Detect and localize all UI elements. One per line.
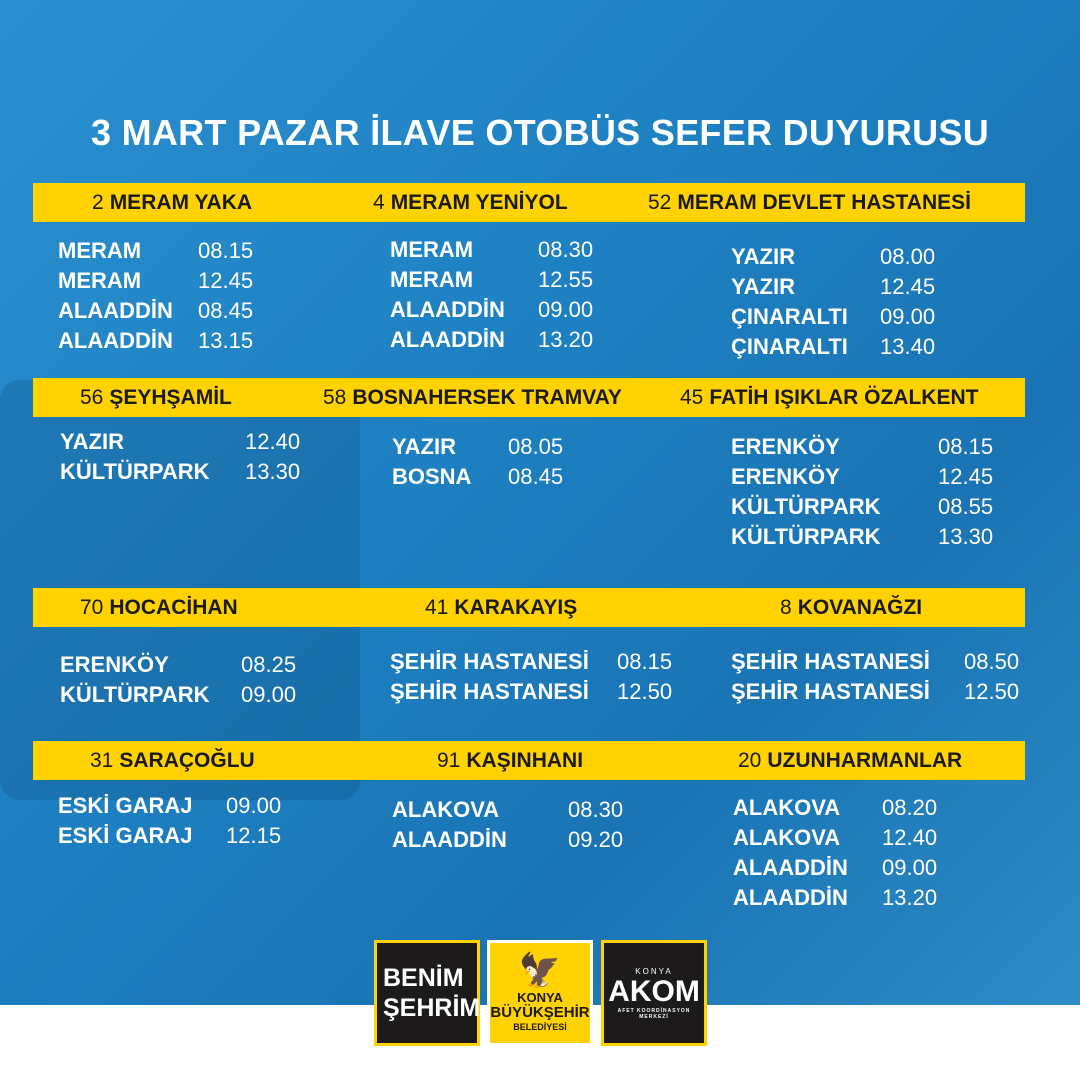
emblem-icon: 🦅 [518,952,562,990]
stop-name: KÜLTÜRPARK [60,682,210,707]
stop-name: ALAADDİN [733,855,848,880]
route-name: BOSNAHERSEK TRAMVAY [352,386,622,409]
stop-name: ESKİ GARAJ [58,823,193,848]
route-header [90,741,255,780]
logo-text: BELEDİYESİ [513,1022,567,1032]
route-header [92,183,252,222]
stop-name: YAZIR [731,274,795,299]
route-number: 20 [738,749,762,772]
route-number: 91 [437,749,461,772]
departure-time: 08.50 [964,649,1020,674]
stop-name: YAZIR [60,429,124,454]
departure-time: 12.45 [198,268,254,293]
route-name: KOVANAĞZI [797,596,923,619]
departure-time: 08.30 [568,797,624,822]
departure-time: 12.45 [880,274,936,299]
route-name: KAŞINHANI [466,749,584,772]
departure-time: 13.20 [538,327,594,352]
departure-time: 09.00 [880,304,936,329]
route-name: MERAM DEVLET HASTANESİ [677,191,971,214]
stop-name: ŞEHİR HASTANESİ [731,679,930,704]
stop-name: YAZIR [392,434,456,459]
stop-name: ALAADDİN [392,827,507,852]
departure-time: 09.00 [226,793,282,818]
departure-time: 12.15 [226,823,282,848]
stop-name: KÜLTÜRPARK [731,524,881,549]
departure-time: 08.15 [198,238,254,263]
benim-sehrim-logo [374,940,480,1046]
departure-time: 12.40 [245,429,301,454]
akom-logo [601,940,707,1046]
route-name: SARAÇOĞLU [119,749,255,772]
route-number: 4 [373,191,385,214]
departure-time: 09.00 [241,682,297,707]
departure-time: 13.20 [882,885,938,910]
page-title: 3 MART PAZAR İLAVE OTOBÜS SEFER DUYURUSU [90,112,990,153]
stop-name: ALAADDİN [58,298,173,323]
departure-time: 12.50 [964,679,1020,704]
route-header [80,588,238,627]
route-header-bar [33,741,1025,780]
stop-name: YAZIR [731,244,795,269]
route-number: 58 [323,386,347,409]
departure-time: 09.00 [538,297,594,322]
route-header-bar [33,378,1025,417]
route-header-bar [33,588,1025,627]
departure-time: 13.30 [938,524,994,549]
route-header [373,183,568,222]
departure-time: 09.00 [882,855,938,880]
departure-time: 08.45 [198,298,254,323]
departure-time: 12.55 [538,267,594,292]
logo-text: KONYA [517,990,563,1005]
stop-name: KÜLTÜRPARK [731,494,881,519]
route-header [780,588,922,627]
stop-name: KÜLTÜRPARK [60,459,210,484]
departure-time: 13.30 [245,459,301,484]
logo-text: AKOM [608,974,700,1008]
departure-time: 08.25 [241,652,297,677]
route-header [323,378,622,417]
stop-name: ERENKÖY [60,652,169,677]
route-name: MERAM YAKA [109,191,253,214]
route-name: HOCACİHAN [109,596,238,619]
departure-time: 08.15 [617,649,673,674]
departure-time: 09.20 [568,827,624,852]
departure-time: 12.50 [617,679,673,704]
departure-time: 08.55 [938,494,994,519]
stop-name: ALAKOVA [733,825,841,850]
departure-time: 12.40 [882,825,938,850]
stop-name: ERENKÖY [731,464,840,489]
departure-time: 13.15 [198,328,254,353]
stop-name: ÇINARALTI [731,304,848,329]
route-header-bar [33,183,1025,222]
stop-name: ÇINARALTI [731,334,848,359]
logo-text: ŞEHRİM [383,994,481,1022]
konya-buyuksehir-logo [487,940,593,1046]
route-name: KARAKAYIŞ [454,596,578,619]
departure-time: 08.45 [508,464,564,489]
stop-name: MERAM [58,268,142,293]
stop-name: ALAKOVA [733,795,841,820]
route-number: 8 [780,596,792,619]
route-number: 52 [648,191,672,214]
stop-name: ŞEHİR HASTANESİ [390,649,589,674]
stop-name: MERAM [390,237,474,262]
logo-text: BÜYÜKŞEHİR [490,1004,590,1021]
route-header [80,378,232,417]
route-number: 56 [80,386,104,409]
route-number: 41 [425,596,449,619]
departure-time: 12.45 [938,464,994,489]
stop-name: ALAKOVA [392,797,500,822]
departure-time: 08.15 [938,434,994,459]
stop-name: ESKİ GARAJ [58,793,193,818]
departure-time: 08.05 [508,434,564,459]
stop-name: ALAADDİN [390,297,505,322]
route-name: ŞEYHŞAMİL [109,386,232,409]
route-name: MERAM YENİYOL [390,191,568,214]
stop-name: ALAADDİN [733,885,848,910]
departure-time: 13.40 [880,334,936,359]
departure-time: 08.20 [882,795,938,820]
route-header [648,183,971,222]
logo-text: KONYA [635,966,673,976]
route-header [437,741,583,780]
route-name: FATİH IŞIKLAR ÖZALKENT [709,386,979,409]
route-header [738,741,962,780]
stop-name: MERAM [58,238,142,263]
stop-name: MERAM [390,267,474,292]
departure-time: 08.30 [538,237,594,262]
stop-name: ERENKÖY [731,434,840,459]
stop-name: ŞEHİR HASTANESİ [390,679,589,704]
stop-name: ALAADDİN [390,327,505,352]
route-number: 31 [90,749,114,772]
stop-name: ALAADDİN [58,328,173,353]
route-number: 2 [92,191,104,214]
route-number: 70 [80,596,104,619]
route-header [425,588,577,627]
departure-time: 08.00 [880,244,936,269]
logo-text: BENİM [383,964,464,992]
route-header [680,378,978,417]
stop-name: ŞEHİR HASTANESİ [731,649,930,674]
logo-text: AFET KOORDİNASYON MERKEZİ [617,1007,691,1020]
stop-name: BOSNA [392,464,472,489]
route-name: UZUNHARMANLAR [767,749,963,772]
route-number: 45 [680,386,704,409]
